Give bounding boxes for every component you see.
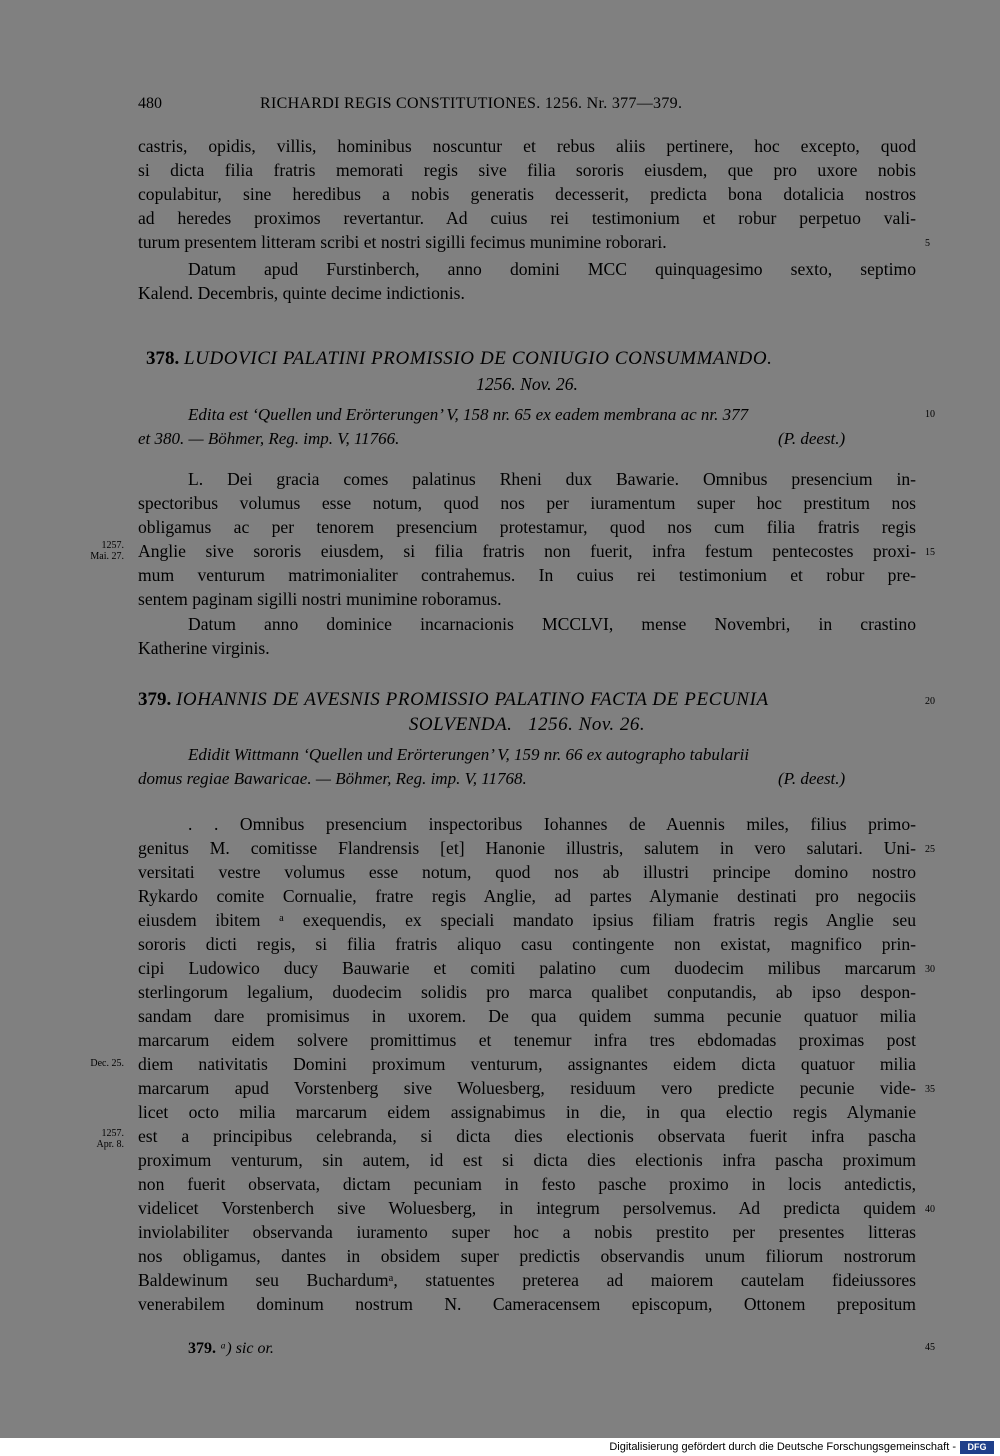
text-line: castris, opidis, villis, hominibus noscuntur et rebus aliis pertinere, hoc excepto, quod [138, 136, 916, 156]
source-signature: (P. deest.) [778, 429, 846, 448]
margin-date [80, 540, 124, 562]
text-line: eiusdem ibitem ᵃ exequendis, ex speciali mandato ipsius filiam fratris regis Anglie seu [138, 910, 916, 930]
text-line: inviolabiliter observanda iuramento super hoc a nobis prestito per presentes litteras [138, 1222, 916, 1242]
footnote [188, 1340, 274, 1358]
document-heading: IOHANNIS DE AVESNIS PROMISSIO PALATINO FACTA DE PECUNIA [176, 689, 769, 710]
digitization-credit: Digitalisierung gefördert durch die Deutsche Forschungsgemeinschaft - [609, 1441, 956, 1453]
text-line: sandam dare promisimus in uxorem. De qua quidem summa pecunie quatuor milia [138, 1006, 916, 1026]
line-number: 45 [925, 1342, 935, 1353]
text-line: sentem paginam sigilli nostri munimine roboramus. [138, 589, 502, 609]
source-note: Edidit Wittmann ‘Quellen und Erörterungen’ V, 159 nr. 66 ex autographo tabularii [188, 745, 750, 764]
document-title-378 [146, 347, 924, 371]
text-line: spectoribus volumus esse notum, quod nos per iuramentum super hoc prestitum nos [138, 493, 916, 513]
text-line: turum presentem litteram scribi et nostri sigilli fecimus munimine roborari. [138, 232, 667, 252]
document-number: 378. [146, 348, 180, 369]
source-note: Edita est ‘Quellen und Erörterungen’ V, 158 nr. 65 ex eadem membrana ac nr. 377 [188, 405, 749, 424]
text-line: est a principibus celebranda, si dicta dies electionis observata fuerit infra pascha [138, 1126, 916, 1146]
margin-date-day: Apr. 8. [96, 1139, 124, 1150]
text-line: marcarum apud Vorstenberg sive Woluesberg, residuum vero predicte pecunie vide- [138, 1078, 916, 1098]
text-line: mum venturum matrimonialiter contrahemus. In cuius rei testimonium et robur pre- [138, 565, 916, 585]
text-line: versitati vestre volumus esse notum, quod nos ab illustri principe domino nostro [138, 862, 916, 882]
text-line: . . Omnibus presencium inspectoribus Iohannes de Auennis miles, filius primo- [188, 814, 916, 834]
margin-date-year: 1257. [101, 1128, 124, 1139]
source-note: domus regiae Bawaricae. — Böhmer, Reg. imp. V, 11768. [138, 769, 527, 788]
text-line: L. Dei gracia comes palatinus Rheni dux Bawarie. Omnibus presencium in- [188, 469, 916, 489]
text-line: sterlingorum legalium, duodecim solidis pro marca qualibet conputandis, ab ipso despon- [138, 982, 916, 1002]
margin-date-day: Dec. 25. [90, 1058, 124, 1069]
footnote-text: ᵃ) sic or. [220, 1340, 274, 1357]
line-number: 35 [925, 1084, 935, 1095]
text-line: proximum venturum, sin autem, id est si dicta dies electionis infra pascha proximum [138, 1150, 916, 1170]
running-title: RICHARDI REGIS CONSTITUTIONES. 1256. Nr. 377—379. [260, 95, 683, 112]
page-number: 480 [138, 95, 162, 112]
margin-date-day: Mai. 27. [90, 551, 124, 562]
datum-line: Kalend. Decembris, quinte decime indictionis. [138, 283, 465, 303]
text-line: cipi Ludowico ducy Bauwarie et comiti palatino cum duodecim milibus marcarum [138, 958, 916, 978]
text-line: Anglie sive sororis eiusdem, si filia fratris non fuerit, infra festum pentecostes proxi- [138, 541, 916, 561]
text-line: nos obligamus, dantes in obsidem super predictis observandis unum filiorum nostrorum [138, 1246, 916, 1266]
line-number: 10 [925, 409, 935, 420]
margin-date [80, 1128, 124, 1150]
text-line: marcarum eidem solvere promittimus et tenemur infra tres ebdomadas proximas post [138, 1030, 916, 1050]
document-heading: LUDOVICI PALATINI PROMISSIO DE CONIUGIO CONSUMMANDO. [184, 348, 773, 369]
document-number: 379. [138, 689, 172, 710]
line-number: 30 [925, 964, 935, 975]
line-number: 5 [925, 238, 930, 249]
text-line: videlicet Vorstenberch sive Woluesberg, in integrum persolvemus. Ad predicta quidem [138, 1198, 916, 1218]
datum-line: Datum anno dominice incarnacionis MCCLVI, mense Novembri, in crastino [188, 614, 916, 634]
document-heading-cont [138, 713, 916, 737]
text-line: obligamus ac per tenorem presencium protestamur, quod nos cum filia fratris regis [138, 517, 916, 537]
dfg-logo: DFG [960, 1441, 994, 1454]
source-signature: (P. deest.) [778, 769, 846, 788]
text-line: diem nativitatis Domini proximum venturum, assignantes eidem dicta quatuor milia [138, 1054, 916, 1074]
source-note: et 380. — Böhmer, Reg. imp. V, 11766. [138, 429, 400, 448]
text-line: non fuerit observata, dictam pecuniam in festo pasche proximo in locis antedictis, [138, 1174, 916, 1194]
digitization-footer [0, 1438, 1000, 1456]
text-line: genitus M. comitisse Flandrensis [et] Hanonie illustris, salutem in vero salutari. Uni- [138, 838, 916, 858]
footnote-ref: 379. [188, 1340, 216, 1357]
margin-date [80, 1058, 124, 1069]
document-date: 1256. Nov. 26. [528, 714, 646, 735]
text-line: sororis dicti regis, si filia fratris aliquo casu contingente non existat, magnifico prin- [138, 934, 916, 954]
text-line: licet octo milia marcarum eidem assignabimus in die, in qua electio regis Alymanie [138, 1102, 916, 1122]
margin-date-year: 1257. [101, 540, 124, 551]
datum-line: Datum apud Furstinberch, anno domini MCC quinquagesimo sexto, septimo [188, 259, 916, 279]
text-line: ad heredes proximos revertantur. Ad cuius rei testimonium et robur perpetuo vali- [138, 208, 916, 228]
document-heading-line2: SOLVENDA. [408, 714, 513, 735]
datum-line: Katherine virginis. [138, 638, 270, 658]
line-number: 25 [925, 844, 935, 855]
document-title-379 [138, 688, 916, 712]
text-line: copulabitur, sine heredibus a nobis generatis decesserit, predicta bona dotalicia nostros [138, 184, 916, 204]
line-number: 20 [925, 696, 935, 707]
text-line: venerabilem dominum nostrum N. Cameracensem episcopum, Ottonem prepositum [138, 1294, 916, 1314]
text-line: Baldewinum seu Buchardumᵃ, statuentes preterea ad maiorem cautelam fideiussores [138, 1270, 916, 1290]
document-date: 1256. Nov. 26. [476, 374, 578, 394]
text-line: si dicta filia fratris memorati regis sive filia sororis eiusdem, que pro uxore nobis [138, 160, 916, 180]
line-number: 40 [925, 1204, 935, 1215]
line-number: 15 [925, 547, 935, 558]
text-line: Rykardo comite Cornualie, fratre regis Anglie, ad partes Alymanie destinati pro negociis [138, 886, 916, 906]
